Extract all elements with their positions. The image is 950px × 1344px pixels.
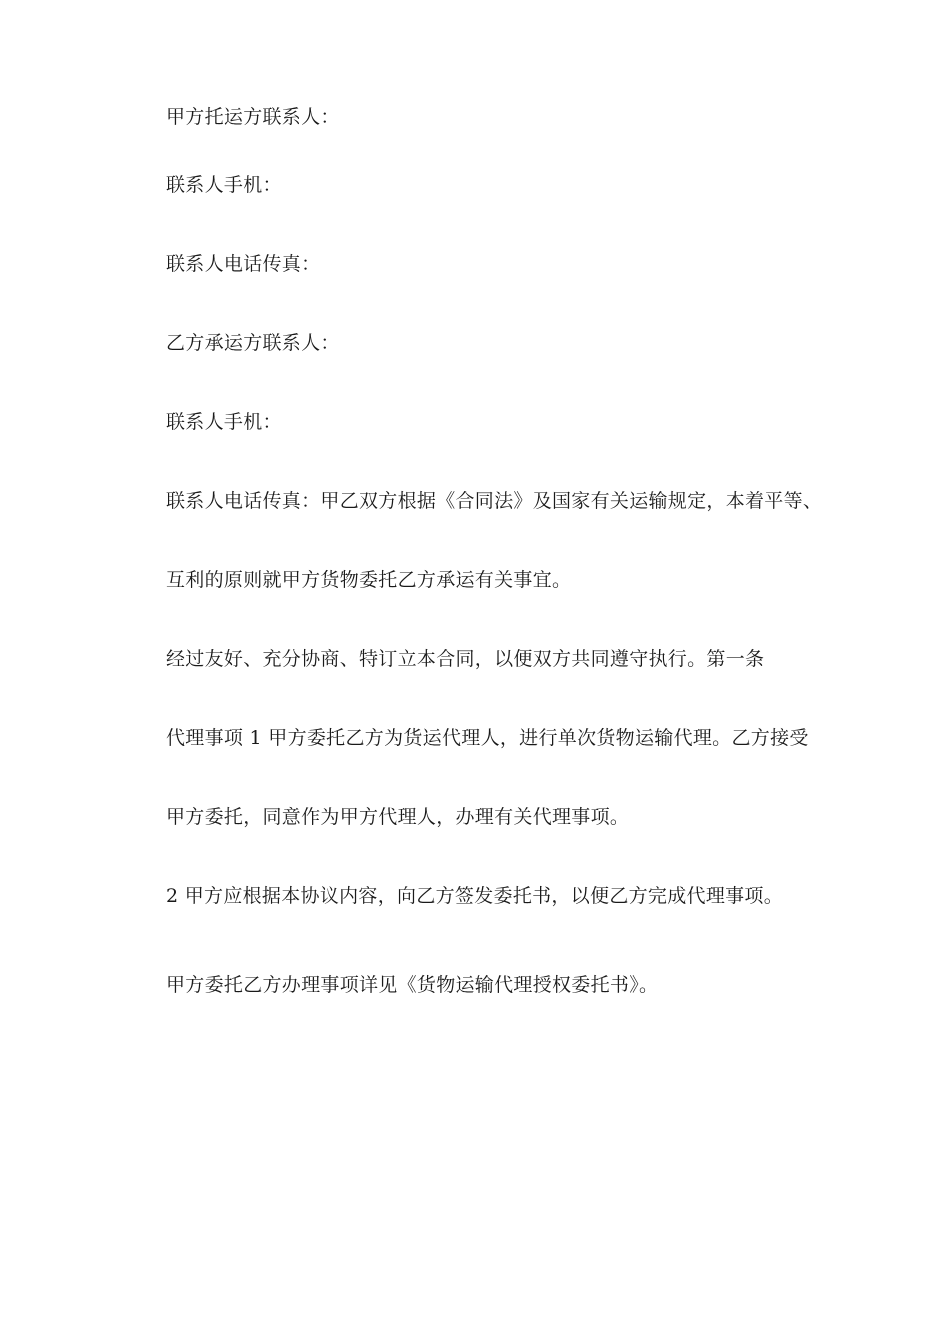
- party-a-shipper-contact-label: 甲方托运方联系人：: [166, 106, 340, 128]
- preamble-paragraph-line-2: 互利的原则就甲方货物委托乙方承运有关事宜。: [166, 569, 572, 591]
- clause-1-line-2: 甲方委托，同意作为甲方代理人，办理有关代理事项。: [166, 806, 630, 828]
- clause-1-line-1: 代理事项 1 甲方委托乙方为货运代理人，进行单次货物运输代理。乙方接受: [166, 727, 809, 749]
- authorization-reference-line: 甲方委托乙方办理事项详见《货物运输代理授权委托书》。: [166, 974, 659, 996]
- clause-2-line: 2 甲方应根据本协议内容，向乙方签发委托书，以便乙方完成代理事项。: [166, 885, 784, 907]
- agreement-statement-line: 经过友好、充分协商、特订立本合同，以便双方共同遵守执行。第一条: [166, 648, 765, 670]
- preamble-paragraph-line-1: 联系人电话传真：甲乙双方根据《合同法》及国家有关运输规定，本着平等、: [166, 490, 823, 512]
- party-b-carrier-contact-label: 乙方承运方联系人：: [166, 332, 340, 354]
- party-a-contact-phone-fax-label: 联系人电话传真：: [166, 253, 321, 275]
- party-a-contact-mobile-label: 联系人手机：: [166, 174, 282, 196]
- party-b-contact-mobile-label: 联系人手机：: [166, 411, 282, 433]
